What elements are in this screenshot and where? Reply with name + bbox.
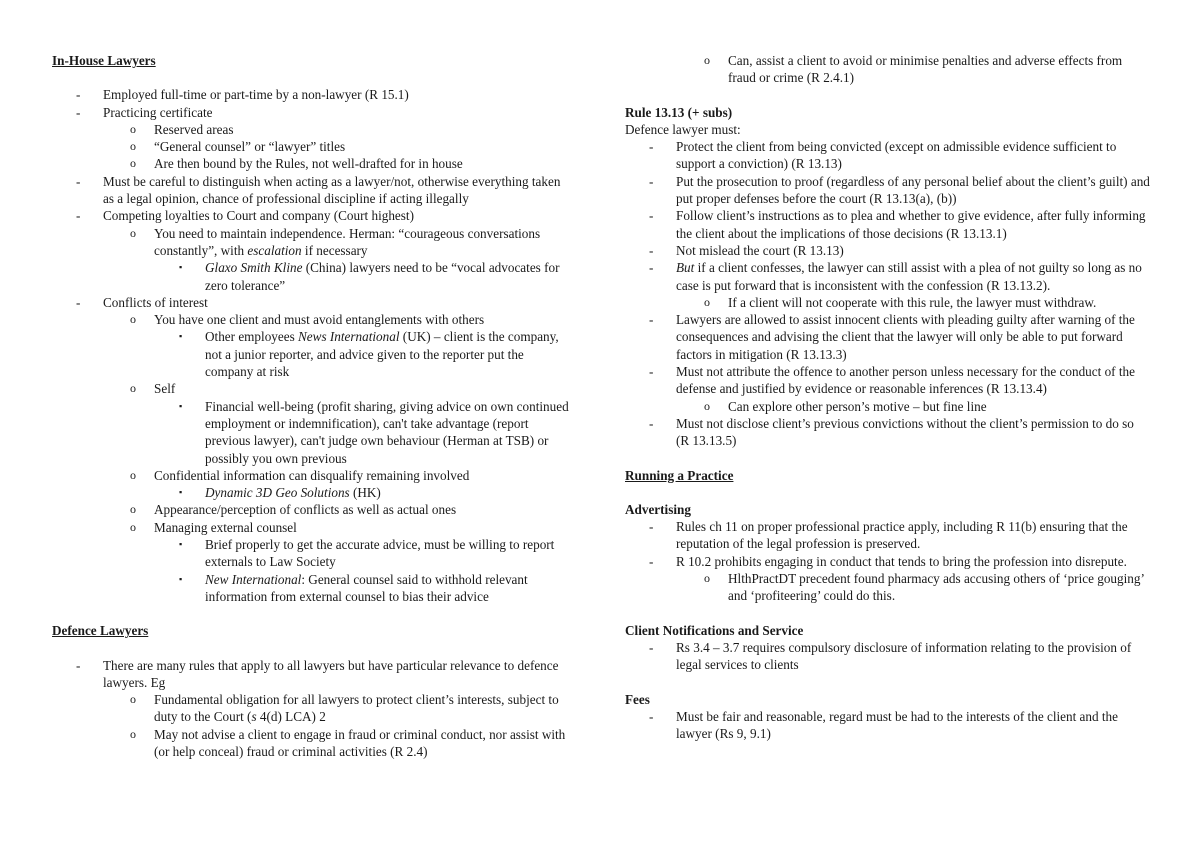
- dash-bullet-icon: -: [649, 139, 654, 155]
- list-item: [52, 484, 572, 501]
- dash-bullet-icon: -: [649, 208, 654, 224]
- list-item-text: : General counsel said to withhold relevant information from external counsel to bias their advice: [205, 571, 528, 604]
- left-column: [52, 52, 572, 760]
- list-item-text: Rules ch 11 on proper professional practice apply, including R 11(b) ensuring that the reputation of the legal profession is preserved.: [676, 519, 1128, 552]
- list-item-emphasis: News International: [298, 329, 400, 345]
- circle-bullet-icon: o: [704, 294, 710, 309]
- list-item: [52, 501, 572, 518]
- list-item: [52, 657, 572, 692]
- list-item-text: Employed full-time or part-time by a non-lawyer (R 15.1): [103, 87, 409, 103]
- square-bullet-icon: ▪: [179, 400, 183, 411]
- list-item-text: Practicing certificate: [103, 104, 213, 120]
- dash-bullet-icon: -: [649, 708, 654, 724]
- circle-bullet-icon: o: [704, 571, 710, 586]
- circle-bullet-icon: o: [130, 225, 136, 240]
- list-item: [52, 691, 572, 726]
- circle-bullet-icon: o: [704, 398, 710, 413]
- list-item: [52, 571, 572, 606]
- list-item: [625, 363, 1150, 398]
- dash-bullet-icon: -: [649, 553, 654, 569]
- list-item: [625, 570, 1150, 605]
- square-bullet-icon: ▪: [179, 487, 183, 498]
- list-item-text: Must be fair and reasonable, regard must be had to the interests of the client and the lawyer (Rs 9, 9.1): [676, 708, 1119, 742]
- list-item: [52, 519, 572, 536]
- circle-bullet-icon: o: [130, 692, 136, 707]
- client-list: [625, 639, 1150, 674]
- list-item-emphasis: Dynamic 3D Geo Solutions: [205, 485, 350, 501]
- list-item: [52, 328, 572, 380]
- circle-bullet-icon: o: [130, 502, 136, 517]
- list-item: [52, 311, 572, 328]
- list-item-text: if a client confesses, the lawyer can still assist with a plea of not guilty so long as no case is put forward that is inconsistent with the confession (R 13.13.2).: [676, 260, 1142, 293]
- dash-bullet-icon: -: [76, 173, 81, 189]
- right-column: [625, 52, 1150, 742]
- fees-list: [625, 708, 1150, 743]
- list-item-text: Appearance/perception of conflicts as well as actual ones: [154, 502, 457, 518]
- dash-bullet-icon: -: [76, 104, 81, 120]
- dash-bullet-icon: -: [649, 519, 654, 535]
- list-item-text: “General counsel” or “lawyer” titles: [154, 139, 346, 155]
- list-item: [52, 104, 572, 121]
- list-item-text: if necessary: [301, 242, 368, 258]
- rule-list: [625, 138, 1150, 449]
- list-item: [625, 242, 1150, 259]
- list-item: [52, 207, 572, 224]
- list-item-text: Put the prosecution to proof (regardless of any personal belief about the client’s guilt) and put proper defenses before the court (R 13.13(a), (b)): [676, 173, 1150, 207]
- list-item: [625, 398, 1150, 415]
- list-item: [52, 726, 572, 761]
- list-item-text: 4(d) LCA) 2: [256, 709, 326, 725]
- square-bullet-icon: ▪: [179, 539, 183, 550]
- circle-bullet-icon: o: [130, 121, 136, 136]
- rule-intro: Defence lawyer must:: [625, 121, 741, 137]
- dash-bullet-icon: -: [649, 364, 654, 380]
- circle-bullet-icon: o: [130, 381, 136, 396]
- dash-bullet-icon: -: [76, 294, 81, 310]
- dash-bullet-icon: -: [76, 657, 81, 673]
- inhouse-heading: In-House Lawyers: [52, 53, 156, 68]
- list-item: [625, 52, 1150, 87]
- circle-bullet-icon: o: [130, 312, 136, 327]
- list-item-text: There are many rules that apply to all lawyers but have particular relevance to defence lawyers. Eg: [103, 657, 559, 690]
- dash-bullet-icon: -: [649, 639, 654, 655]
- list-item: [625, 173, 1150, 208]
- dash-bullet-icon: -: [649, 242, 654, 258]
- list-item-text: Confidential information can disqualify remaining involved: [154, 467, 470, 483]
- list-item: [625, 553, 1150, 570]
- list-item: [52, 138, 572, 155]
- list-item-text: HlthPractDT precedent found pharmacy ads accusing others of ‘price gouging’ and ‘profiteering’ could do this.: [728, 571, 1144, 604]
- client-heading: Client Notifications and Service: [625, 622, 804, 638]
- list-item-text: Brief properly to get the accurate advice, must be willing to report externals to Law Society: [205, 537, 555, 570]
- advertising-list: [625, 518, 1150, 604]
- list-item: [52, 467, 572, 484]
- list-item-text: Not mislead the court (R 13.13): [676, 242, 844, 258]
- dash-bullet-icon: -: [649, 415, 654, 431]
- list-item-text: Reserved areas: [154, 121, 234, 137]
- list-item-text: Other employees: [205, 329, 299, 345]
- circle-bullet-icon: o: [130, 726, 136, 741]
- list-item-text: Managing external counsel: [154, 519, 297, 535]
- list-item-text: Financial well-being (profit sharing, giving advice on own continued employment or indemnification), can't take advantage (report previous lawyer), can't judge own behaviour (Herman at TSB) or possibly you own previous: [205, 398, 569, 466]
- dash-bullet-icon: -: [76, 87, 81, 103]
- list-item-text: Must not disclose client’s previous convictions without the client’s permission to do so (R 13.13.5): [676, 415, 1134, 449]
- inhouse-list: [52, 86, 572, 605]
- list-item-text: Can explore other person’s motive – but fine line: [728, 398, 987, 414]
- list-item-text: (UK) – client is the company, not a junior reporter, and advice given to the reporter put the company at risk: [205, 329, 559, 380]
- list-item: [625, 518, 1150, 553]
- rule-heading: Rule 13.13 (+ subs): [625, 104, 733, 120]
- list-item-text: Protect the client from being convicted (except on admissible evidence sufficient to support a conviction) (R 13.13): [676, 139, 1117, 172]
- list-item-text: Conflicts of interest: [103, 294, 208, 310]
- list-item-emphasis: But: [676, 260, 695, 276]
- list-item: [52, 536, 572, 571]
- list-item-emphasis: escalation: [247, 242, 302, 258]
- list-item-text: Must be careful to distinguish when acting as a lawyer/not, otherwise everything taken as a legal opinion, chance of professional discipline if acting illegally: [103, 173, 561, 207]
- list-item: [625, 207, 1150, 242]
- list-item: [625, 639, 1150, 674]
- list-item-text: R 10.2 prohibits engaging in conduct that tends to bring the profession into disrepute.: [676, 553, 1127, 569]
- list-item: [52, 173, 572, 208]
- list-item-emphasis: New International: [205, 571, 302, 587]
- list-item: [625, 294, 1150, 311]
- list-item: [52, 225, 572, 260]
- advertising-heading: Advertising: [625, 501, 691, 517]
- list-item: [625, 311, 1150, 363]
- list-item-text: (HK): [349, 485, 381, 501]
- list-item: [625, 708, 1150, 743]
- circle-bullet-icon: o: [130, 156, 136, 171]
- list-item: [52, 398, 572, 467]
- list-item-text: Must not attribute the offence to another person unless necessary for the conduct of the defense and justified by evidence or reasonable inferences (R 13.13.4): [676, 364, 1135, 397]
- practice-heading: Running a Practice: [625, 467, 734, 483]
- list-item: [625, 259, 1150, 294]
- list-item-text: If a client will not cooperate with this rule, the lawyer must withdraw.: [728, 294, 1097, 310]
- fraud-continuation-list: [625, 52, 1150, 87]
- list-item-emphasis: Glaxo Smith Kline: [205, 260, 303, 276]
- list-item: [625, 415, 1150, 450]
- list-item: [625, 138, 1150, 173]
- circle-bullet-icon: o: [130, 467, 136, 482]
- list-item-text: (China) lawyers need to be “vocal advocates for zero tolerance”: [205, 260, 560, 293]
- list-item-text: You have one client and must avoid entanglements with others: [154, 312, 485, 328]
- list-item-text: Can, assist a client to avoid or minimise penalties and adverse effects from fraud or crime (R 2.4.1): [728, 53, 1123, 86]
- list-item-text: Self: [154, 381, 176, 397]
- list-item: [52, 294, 572, 311]
- dash-bullet-icon: -: [76, 208, 81, 224]
- square-bullet-icon: ▪: [179, 262, 183, 273]
- list-item: [52, 259, 572, 294]
- list-item-text: Rs 3.4 – 3.7 requires compulsory disclosure of information relating to the provision of legal services to clients: [676, 639, 1132, 673]
- circle-bullet-icon: o: [704, 53, 710, 67]
- dash-bullet-icon: -: [649, 312, 654, 328]
- list-item-text: May not advise a client to engage in fraud or criminal conduct, nor assist with (or help conceal) fraud or criminal activities (R 2.4): [154, 726, 566, 759]
- list-item-text: Competing loyalties to Court and company (Court highest): [103, 208, 414, 224]
- defence-heading: Defence Lawyers: [52, 623, 149, 639]
- list-item-text: Are then bound by the Rules, not well-drafted for in house: [154, 156, 463, 172]
- fees-heading: Fees: [625, 691, 650, 707]
- dash-bullet-icon: -: [649, 173, 654, 189]
- circle-bullet-icon: o: [130, 519, 136, 534]
- list-item: [52, 121, 572, 138]
- list-item-text: Follow client’s instructions as to plea and whether to give evidence, after fully informing the client about the implications of those decisions (R 13.13.1): [676, 208, 1146, 241]
- list-item-text: Lawyers are allowed to assist innocent clients with pleading guilty after warning of the consequences and advising the client that the lawyer will only be able to put forward factors in mitigation (R 13.13.3): [676, 312, 1135, 362]
- circle-bullet-icon: o: [130, 139, 136, 154]
- list-item-text: You need to maintain independence. Herman: “courageous conversations constantly”, with: [154, 225, 541, 258]
- list-item: [52, 86, 572, 103]
- list-item: [52, 155, 572, 172]
- dash-bullet-icon: -: [649, 260, 654, 276]
- list-item: [52, 380, 572, 397]
- list-item-text: Fundamental obligation for all lawyers to protect client’s interests, subject to duty to the Court (: [154, 692, 559, 725]
- square-bullet-icon: ▪: [179, 331, 183, 342]
- list-item-emphasis: s: [251, 709, 257, 725]
- square-bullet-icon: ▪: [179, 573, 183, 584]
- defence-list: [52, 657, 572, 761]
